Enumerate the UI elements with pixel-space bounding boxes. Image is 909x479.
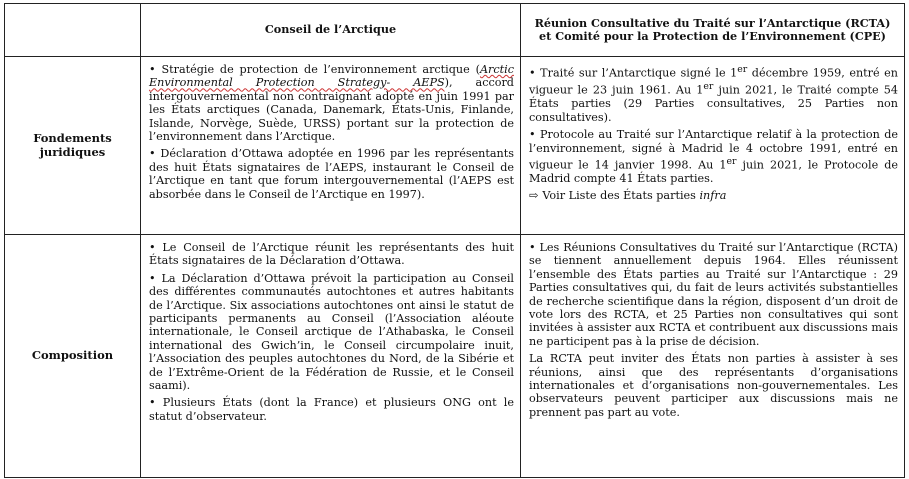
antarctic-composition-p2: La RCTA peut inviter des États non parties à assister à ses réunions, ainsi que des représentants d’organisations internationales et d’organisations non-gouvernementales. Les observateurs peuvent participer aux discussions mais ne prennent pas part au vote. — [529, 352, 898, 419]
sup: er — [737, 64, 748, 75]
row-label-line1: Fondements — [33, 131, 112, 146]
row-label-fondements — [5, 57, 141, 235]
header-row — [5, 4, 905, 57]
row-label-composition: Composition — [5, 235, 141, 478]
see-states-parties-reference — [529, 189, 898, 202]
antarctic-composition-cell — [521, 235, 905, 478]
header-antarctic-line1: Réunion Consultative du Traité sur l’Antarctique (RCTA) — [534, 15, 891, 30]
arctic-composition-p3: • Plusieurs États (dont la France) et plusieurs ONG ont le statut d’observateur. — [149, 396, 514, 423]
arctic-aeps-paragraph — [149, 63, 514, 143]
header-arctic: Conseil de l’Arctique — [141, 4, 521, 57]
header-antarctic — [521, 4, 905, 57]
arctic-composition-p1: • Le Conseil de l’Arctique réunit les représentants des huit États signataires de la Déclaration d’Ottawa. — [149, 241, 514, 268]
antarctic-treaty-paragraph — [529, 63, 898, 124]
row-label-line2: juridiques — [39, 144, 106, 159]
text: • Traité sur l’Antarctique signé le 1 — [529, 66, 738, 80]
header-empty — [5, 4, 141, 57]
arctic-composition-p2: • La Déclaration d’Ottawa prévoit la participation au Conseil des différentes communautés autochtones et autres habitants de l’Arctique. Six associations autochtones ont ainsi le statut de participants permanents au Conseil (l’Association aléoute internationale, le Conseil arctique de l’Athabaska, le Conseil international des Gwich’in, le Conseil circumpolaire inuit, l’Association des peuples autochtones du Nord, de la Sibérie et de l’Extrême-Orient de la Fédération de Russie, et le Conseil saami). — [149, 271, 514, 393]
text: • Protocole au Traité sur l’Antarctique relatif à la protection de l’environnement, signé à Madrid le 4 octobre 1991, entré en vigueur le 14 janvier 1998. Au 1 — [529, 128, 898, 172]
text: juin 2021, le Traité compte 54 États parties (29 Parties consultatives, 25 Parties non consultatives). — [529, 83, 898, 124]
text: Voir Liste des États parties — [542, 189, 700, 203]
antarctic-fondements-cell — [521, 57, 905, 235]
arrow-right-icon: ⇨ — [529, 189, 539, 203]
text: juin 2021, le Protocole de Madrid compte 41 États parties. — [529, 158, 898, 186]
text: • Stratégie de protection de l’environnement arctique ( — [149, 63, 480, 76]
antarctic-composition-p1: • Les Réunions Consultatives du Traité sur l’Antarctique (RCTA) se tiennent annuellement depuis 1964. Elles réunissent l’ensemble des États parties au Traité sur l’Antarctique : 29 Parties consultatives qui, du fait de leurs activités substantielles de recherche scientifique dans la région, disposent d’un droit de vote lors des RCTA, et 25 Parties non consultatives qui sont invitées à assister aux RCTA et contribuent aux discussions mais ne participent pas à la prise de décision. — [529, 241, 898, 348]
arctic-fondements-cell — [141, 57, 521, 235]
comparison-table — [4, 3, 905, 478]
header-antarctic-line2: et Comité pour la Protection de l’Environnement (CPE) — [539, 29, 886, 43]
aeps-english-name: Arctic Environmental Protection Strategy- AEPS — [149, 63, 514, 90]
text: ), accord intergouvernemental non contraignant adopté en juin 1991 par les États arctiques (Canada, Danemark, États-Unis, Finlande, Islande, Norvège, Suède, URSS) portant sur la protection de l’environnement dans l’Arctique. — [149, 76, 514, 144]
table-row — [5, 57, 905, 235]
text: infra — [699, 189, 727, 203]
antarctic-protocol-paragraph — [529, 128, 898, 185]
arctic-ottawa-paragraph: • Déclaration d’Ottawa adoptée en 1996 par les représentants des huit États signataires de l’AEPS, instaurant le Conseil de l’Arctique en tant que forum intergouvernemental (l’AEPS est absorbée dans le Conseil de l’Arctique en 1997). — [149, 147, 514, 201]
arctic-composition-cell — [141, 235, 521, 478]
table-row — [5, 235, 905, 478]
sup: er — [703, 81, 714, 93]
sup: er — [726, 155, 737, 167]
text: décembre 1959, entré en vigueur le 23 juin 1961. Au 1 — [529, 66, 898, 97]
